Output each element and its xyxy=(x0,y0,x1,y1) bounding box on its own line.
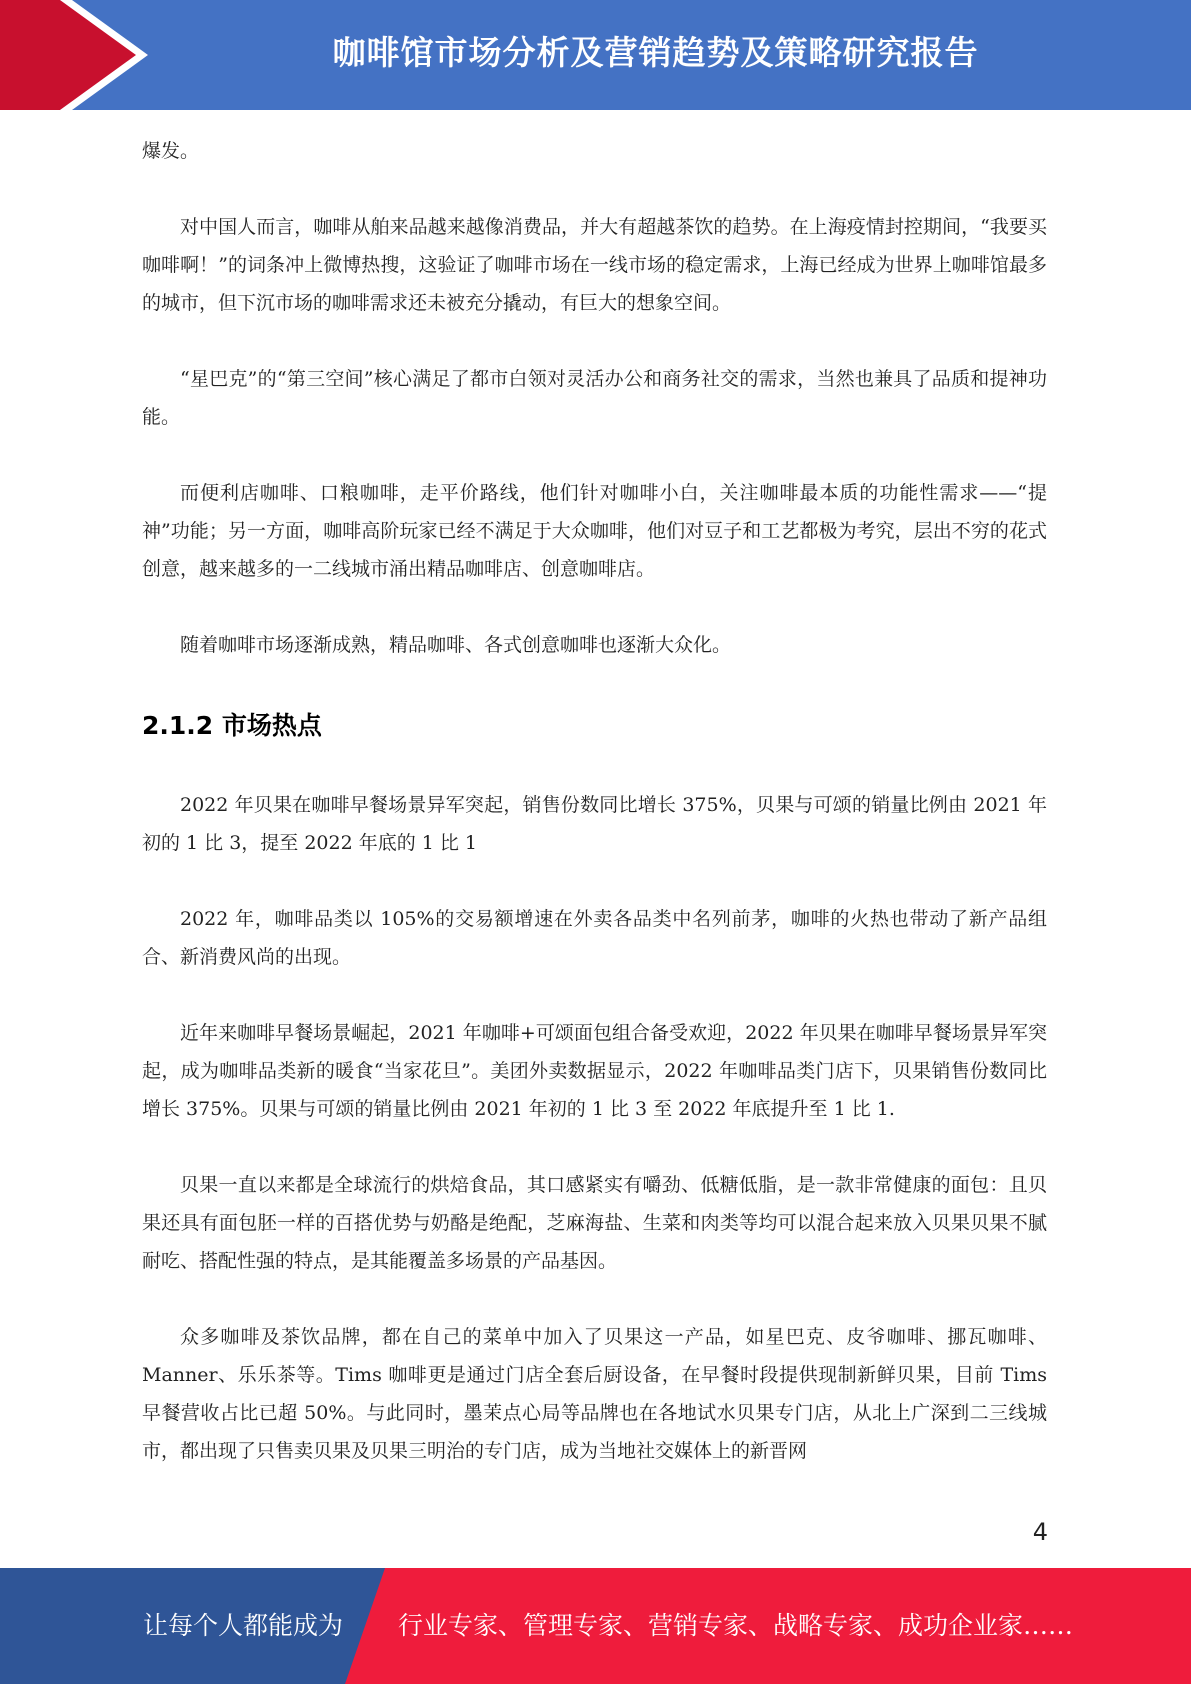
section-heading: 2.1.2 市场热点 xyxy=(142,711,322,740)
footer-slogan-left: 让每个人都能成为 xyxy=(143,1611,344,1640)
paragraph: 2022 年贝果在咖啡早餐场景异军突起，销售份数同比增长 375%，贝果与可颂的销量比例由 2021 年初的 1 比 3，提至 2022 年底的 1 比 1 xyxy=(142,794,1047,854)
paragraph: 对中国人而言，咖啡从舶来品越来越像消费品，并大有超越茶饮的趋势。在上海疫情封控期间，“我要买咖啡啊！”的词条冲上微博热搜，这验证了咖啡市场在一线市场的稳定需求，上海已经成为世界上咖啡馆最多的城市，但下沉市场的咖啡需求还未被充分撬动，有巨大的想象空间。 xyxy=(142,216,1047,314)
footer-slogan-right: 行业专家、管理专家、营销专家、战略专家、成功企业家…… xyxy=(398,1611,1074,1640)
header-title: 咖啡馆市场分析及营销趋势及策略研究报告 xyxy=(332,33,979,72)
paragraph: 随着咖啡市场逐渐成熟，精品咖啡、各式创意咖啡也逐渐大众化。 xyxy=(180,634,732,656)
paragraph: 2022 年，咖啡品类以 105%的交易额增速在外卖各品类中名列前茅，咖啡的火热也带动了新产品组合、新消费风尚的出现。 xyxy=(142,908,1047,968)
paragraph: 近年来咖啡早餐场景崛起，2021 年咖啡+可颂面包组合备受欢迎，2022 年贝果在咖啡早餐场景异军突起，成为咖啡品类新的暖食“当家花旦”。美团外卖数据显示，2022 年咖啡品类门店下，贝果销售份数同比增长 375%。贝果与可颂的销量比例由 2021 年初的 1 比 3 至 2022 年底提升至 1 比 1. xyxy=(142,1022,1047,1120)
paragraph: 众多咖啡及茶饮品牌，都在自己的菜单中加入了贝果这一产品，如星巴克、皮爷咖啡、挪瓦咖啡、Manner、乐乐茶等。Tims 咖啡更是通过门店全套后厨设备，在早餐时段提供现制新鲜贝果，目前 Tims 早餐营收占比已超 50%。与此同时，墨茉点心局等品牌也在各地试水贝果专门店，从北上广深到二三线城市，都出现了只售卖贝果及贝果三明治的专门店，成为当地社交媒体上的新晋网 xyxy=(142,1326,1047,1462)
paragraph: 爆发。 xyxy=(142,140,200,162)
paragraph: 贝果一直以来都是全球流行的烘焙食品，其口感紧实有嚼劲、低糖低脂，是一款非常健康的面包：且贝果还具有面包胚一样的百搭优势与奶酪是绝配，芝麻海盐、生菜和肉类等均可以混合起来放入贝果贝果不腻耐吃、搭配性强的特点，是其能覆盖多场景的产品基因。 xyxy=(142,1174,1047,1272)
page-footer xyxy=(0,1568,1191,1684)
document-body xyxy=(142,132,1047,1508)
paragraph: 而便利店咖啡、口粮咖啡，走平价路线，他们针对咖啡小白，关注咖啡最本质的功能性需求——“提神”功能；另一方面，咖啡高阶玩家已经不满足于大众咖啡，他们对豆子和工艺都极为考究，层出不穷的花式创意，越来越多的一二线城市涌出精品咖啡店、创意咖啡店。 xyxy=(142,482,1047,580)
page-header xyxy=(0,0,1191,110)
header-arrow-decoration xyxy=(0,0,160,110)
page-number: 4 xyxy=(1032,1518,1048,1546)
paragraph: “星巴克”的“第三空间”核心满足了都市白领对灵活办公和商务社交的需求，当然也兼具了品质和提神功能。 xyxy=(142,368,1047,428)
